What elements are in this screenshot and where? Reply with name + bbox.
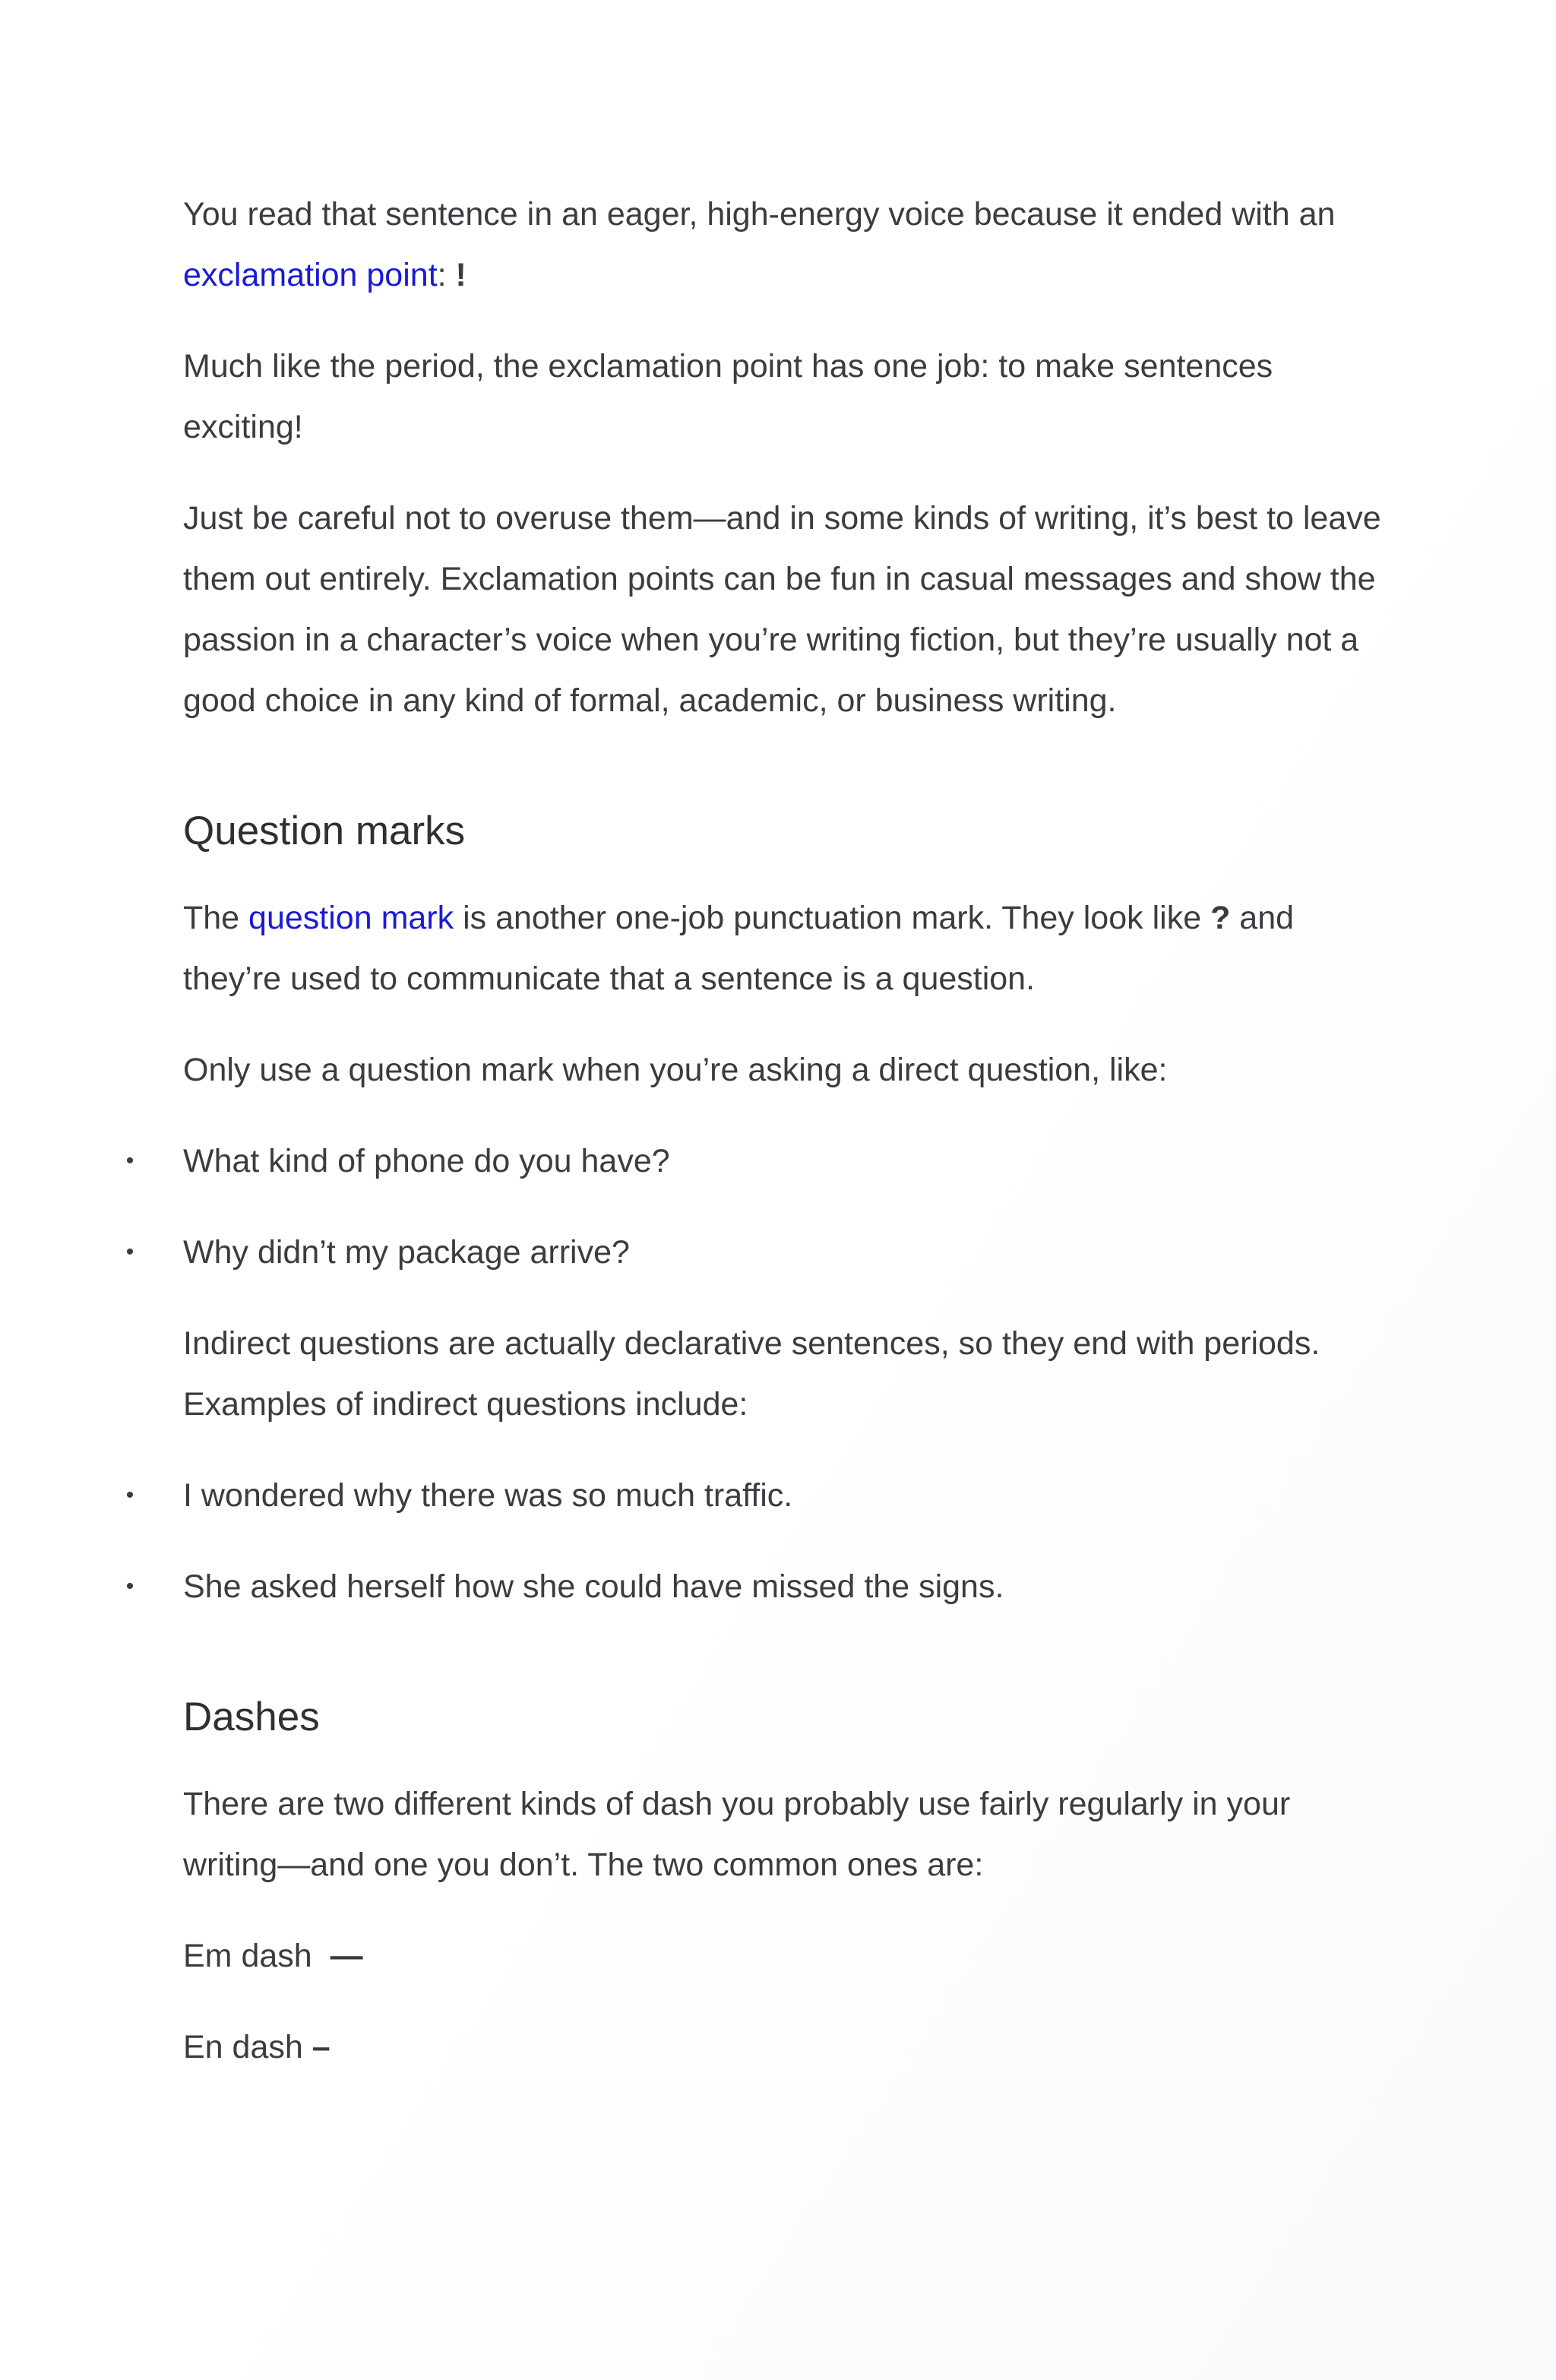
em-dash-line: [183, 1926, 1384, 1986]
direct-question-intro: Only use a question mark when you’re asking a direct question, like:: [183, 1052, 1168, 1088]
paragraph-text: is another one-job punctuation mark. They look like: [454, 900, 1211, 936]
paragraph-text: You read that sentence in an eager, high-energy voice because it ended with an: [183, 196, 1336, 233]
article-body: [125, 184, 1384, 2108]
exclamation-point-link[interactable]: exclamation point: [183, 257, 438, 293]
exclamation-intro-paragraph: [183, 184, 1384, 305]
question-mark-link[interactable]: question mark: [248, 900, 454, 936]
question-mark-symbol: ?: [1210, 900, 1231, 936]
list-item: [125, 1465, 1384, 1526]
en-dash-line: [183, 2017, 1384, 2078]
exclamation-symbol: !: [455, 257, 466, 293]
bullet-icon: •: [125, 1483, 134, 1508]
en-dash-label: En dash: [183, 2029, 303, 2065]
list-item-text: She asked herself how she could have missed the signs.: [183, 1568, 1004, 1605]
em-dash-label: Em dash: [183, 1938, 312, 1974]
indirect-question-list: [125, 1465, 1384, 1617]
question-marks-heading: Question marks: [183, 809, 466, 853]
paragraph-text: :: [437, 257, 456, 293]
question-mark-intro-paragraph: [183, 888, 1384, 1009]
en-dash-symbol: –: [312, 2029, 330, 2065]
list-item-text: What kind of phone do you have?: [183, 1143, 670, 1179]
list-item-text: Why didn’t my package arrive?: [183, 1234, 630, 1271]
exclamation-job-paragraph: Much like the period, the exclamation point has one job: to make sentences exciting!: [183, 348, 1273, 445]
dashes-heading: Dashes: [183, 1695, 320, 1739]
list-item: [125, 1556, 1384, 1617]
direct-question-list: [125, 1131, 1384, 1283]
list-item: [125, 1222, 1384, 1283]
list-item: [125, 1131, 1384, 1192]
indirect-question-intro: Indirect questions are actually declarative sentences, so they end with periods. Examples of indirect questions include:: [183, 1325, 1320, 1423]
paragraph-text: and they’re used to communicate that a sentence is a question.: [183, 900, 1295, 997]
em-dash-symbol: —: [330, 1938, 363, 1974]
exclamation-caution-paragraph: Just be careful not to overuse them—and in some kinds of writing, it’s best to leave them out entirely. Exclamation points can be fun in casual messages and show the passion in a character’s voice when you’re writing fiction, but they’re usually not a good choice in any kind of formal, academic, or business writing.: [183, 500, 1381, 719]
bullet-icon: •: [125, 1574, 134, 1599]
paragraph-text: The: [183, 900, 249, 936]
bullet-icon: •: [125, 1148, 134, 1173]
dashes-intro-paragraph: There are two different kinds of dash you probably use fairly regularly in your writing—and one you don’t. The two common ones are:: [183, 1786, 1291, 1883]
list-item-text: I wondered why there was so much traffic.: [183, 1477, 793, 1514]
bullet-icon: •: [125, 1239, 134, 1264]
